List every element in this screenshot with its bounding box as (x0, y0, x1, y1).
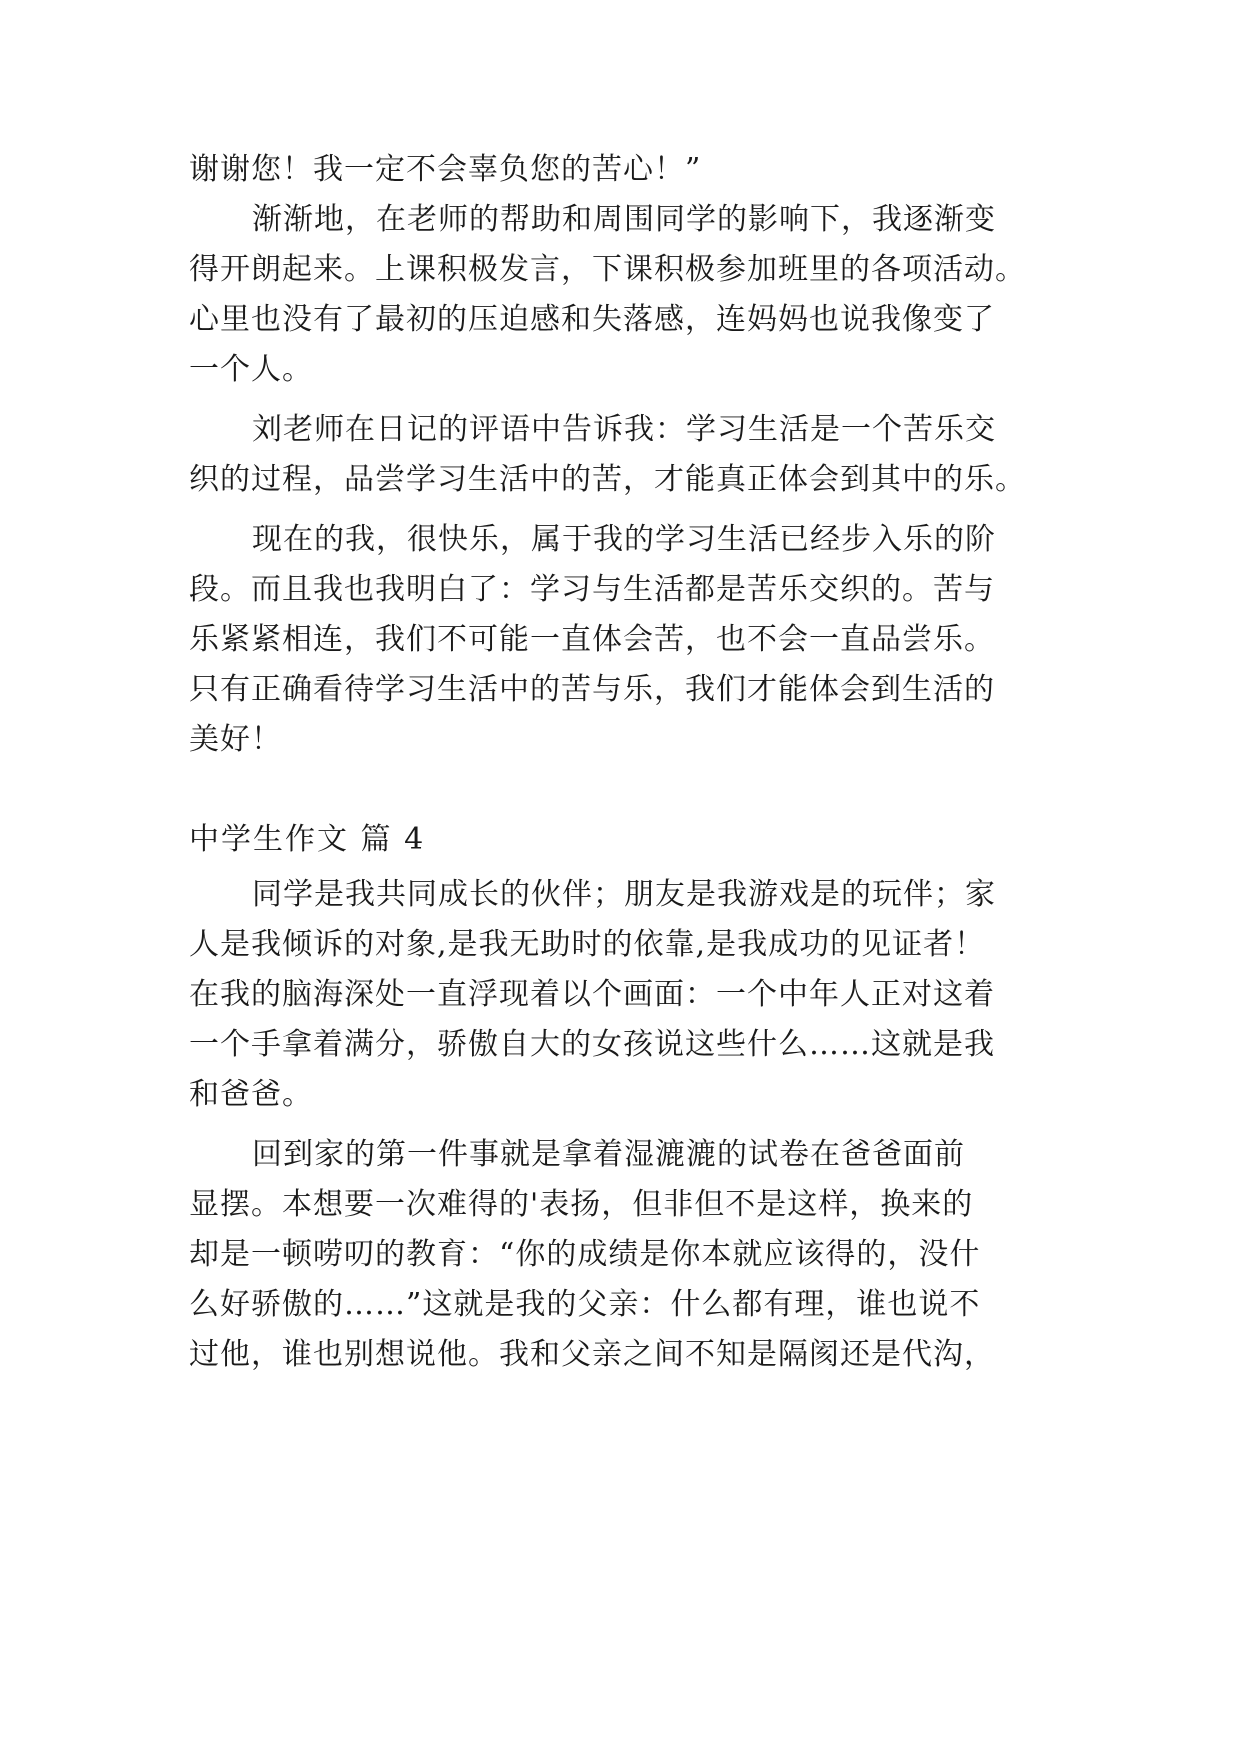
paragraph-first-line: 渐渐地，在老师的帮助和周围同学的影响下，我逐渐变 (252, 202, 996, 237)
text-line: 一个手拿着满分，骄傲自大的女孩说这些什么……这就是我 (189, 1027, 995, 1062)
text-line: 织的过程，品尝学习生活中的苦，才能真正体会到其中的乐。 (189, 462, 1026, 497)
section-heading: 中学生作文 篇 4 (189, 822, 426, 857)
text-line: 和爸爸。 (189, 1077, 313, 1112)
text-line: 在我的脑海深处一直浮现着以个画面：一个中年人正对这着 (189, 977, 995, 1012)
text-line: 段。而且我也我明白了：学习与生活都是苦乐交织的。苦与 (189, 572, 995, 607)
text-line: 心里也没有了最初的压迫感和失落感，连妈妈也说我像变了 (189, 302, 995, 337)
paragraph-first-line: 回到家的第一件事就是拿着湿漉漉的试卷在爸爸面前 (252, 1137, 965, 1172)
text-line: 乐紧紧相连，我们不可能一直体会苦，也不会一直品尝乐。 (189, 622, 995, 657)
text-line: 么好骄傲的……”这就是我的父亲：什么都有理，谁也说不 (189, 1287, 981, 1322)
text-line: 过他，谁也别想说他。我和父亲之间不知是隔阂还是代沟， (189, 1337, 995, 1372)
text-line: 只有正确看待学习生活中的苦与乐，我们才能体会到生活的 (189, 672, 995, 707)
text-line: 美好！ (189, 722, 282, 757)
paragraph-first-line: 同学是我共同成长的伙伴；朋友是我游戏是的玩伴；家 (252, 877, 996, 912)
text-line: 一个人。 (189, 352, 313, 387)
text-line: 谢谢您！我一定不会辜负您的苦心！” (189, 152, 702, 187)
paragraph-first-line: 现在的我，很快乐，属于我的学习生活已经步入乐的阶 (252, 522, 996, 557)
text-line: 却是一顿唠叨的教育：“你的成绩是你本就应该得的，没什 (189, 1237, 981, 1272)
text-line: 显摆。本想要一次难得的'表扬，但非但不是这样，换来的 (189, 1187, 974, 1222)
text-line: 得开朗起来。上课积极发言，下课积极参加班里的各项活动。 (189, 252, 1026, 287)
paragraph-first-line: 刘老师在日记的评语中告诉我：学习生活是一个苦乐交 (252, 412, 996, 447)
text-line: 人是我倾诉的对象,是我无助时的依靠,是我成功的见证者！ (189, 927, 986, 962)
